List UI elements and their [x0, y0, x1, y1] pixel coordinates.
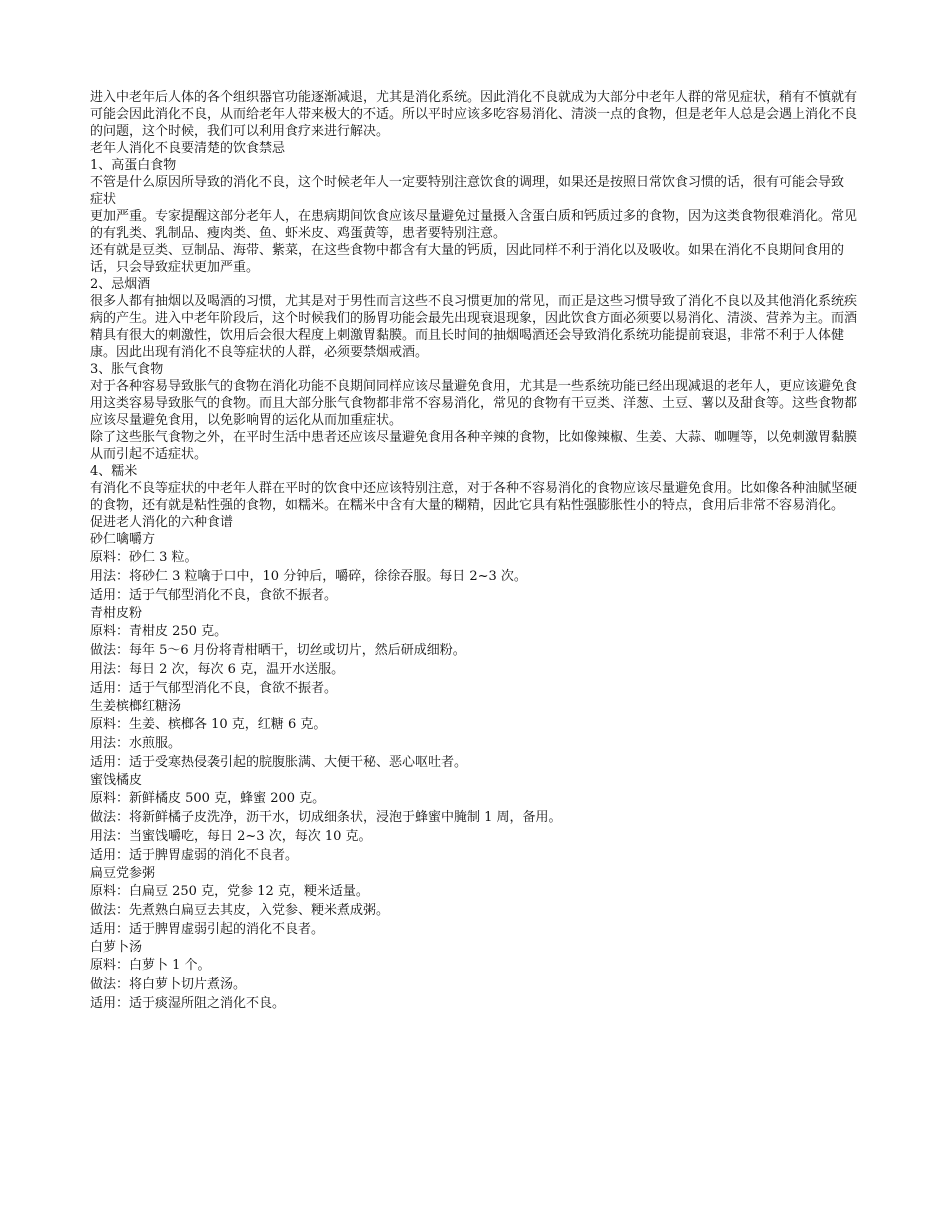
recipe-line: 做法：将新鲜橘子皮洗净，沥干水，切成细条状，浸泡于蜂蜜中腌制 1 周，备用。 [90, 810, 562, 825]
taboo-section [90, 276, 862, 361]
taboo-section [90, 463, 862, 514]
recipe-line: 用法：将砂仁 3 粒噙于口中，10 分钟后，嚼碎，徐徐吞服。每日 2~3 次。 [90, 569, 527, 584]
section-title: 4、糯米 [90, 464, 138, 479]
recipe-name: 蜜饯橘皮 [90, 773, 143, 788]
section-paragraph: 不管是什么原因所导致的消化不良，这个时候老年人一定要特别注意饮食的调理，如果还是按照日常饮食习惯的话，很有可能会导致 [90, 175, 845, 190]
section-paragraph: 很多人都有抽烟以及喝酒的习惯，尤其是对于男性而言这些不良习惯更加的常见，而正是这些习惯导致了消化不良以及其他消化系统疾病的产生。进入中老年阶段后，这个时候我们的肠胃功能会最先出现衰退现象，因此饮食方面必须要以易消化、清淡、营养为主。而酒精具有很大的刺激性，饮用后会很大程度上刺激胃黏膜。而且长时间的抽烟喝酒还会导致消化系统功能提前衰退，非常不利于人体健康。因此出现有消化不良等症状的人群，必须要禁烟戒酒。 [90, 294, 858, 360]
intro-paragraph: 进入中老年后人体的各个组织器官功能逐渐减退，尤其是消化系统。因此消化不良就成为大部分中老年人群的常见症状，稍有不慎就有可能会因此消化不良，从而给老年人带来极大的不适。所以平时应该多吃容易消化、清淡一点的食物，但是老年人总是会遇上消化不良的问题，这个时候，我们可以利用食疗来进行解决。 [90, 90, 858, 139]
recipe-line: 原料：白萝卜 1 个。 [90, 958, 211, 973]
section-paragraph: 有消化不良等症状的中老年人群在平时的饮食中还应该特别注意，对于各种不容易消化的食物应该尽量避免食用。比如像各种油腻坚硬的食物，还有就是粘性强的食物，如糯米。在糯米中含有大量的糊精，因此它具有粘性强膨胀性小的特点，食用后非常不容易消化。 [90, 481, 858, 513]
recipe-line: 适用：适于痰湿所阻之消化不良。 [90, 996, 286, 1011]
recipe-line: 适用：适于气郁型消化不良，食欲不振者。 [90, 588, 338, 603]
recipe-line: 原料：新鲜橘皮 500 克，蜂蜜 200 克。 [90, 791, 326, 806]
recipe-line: 适用：适于受寒热侵袭引起的脘腹胀满、大便干秘、恶心呕吐者。 [90, 755, 468, 770]
recipe [90, 865, 862, 939]
recipe-line: 用法：每日 2 次，每次 6 克，温开水送服。 [90, 662, 345, 677]
recipe-name: 白萝卜汤 [90, 940, 143, 955]
document-body [90, 89, 862, 1013]
recipe-line: 做法：每年 5～6 月份将青柑晒干，切丝或切片，然后研成细粉。 [90, 643, 466, 658]
recipe [90, 939, 862, 1013]
section-paragraph: 更加严重。专家提醒这部分老年人，在患病期间饮食应该尽量避免过量摄入含蛋白质和钙质过多的食物，因为这类食物很难消化。常见的有乳类、乳制品、瘦肉类、鱼、虾米皮、鸡蛋黄等，患者要特别注意。 [90, 209, 858, 241]
section-paragraph: 除了这些胀气食物之外，在平时生活中患者还应该尽量避免食用各种辛辣的食物，比如像辣椒、生姜、大蒜、咖喱等，以免刺激胃黏膜从而引起不适症状。 [90, 430, 858, 462]
taboo-section [90, 157, 862, 276]
section-paragraph: 对于各种容易导致胀气的食物在消化功能不良期间同样应该尽量避免食用，尤其是一些系统功能已经出现减退的老年人，更应该避免食用这类容易导致胀气的食物。而且大部分胀气食物都非常不容易消化，常见的食物有干豆类、洋葱、土豆、薯以及甜食等。这些食物都应该尽量避免食用，以免影响胃的运化从而加重症状。 [90, 379, 858, 428]
taboo-section [90, 361, 862, 463]
recipe-name: 砂仁噙嚼方 [90, 532, 156, 547]
recipe-line: 做法：先煮熟白扁豆去其皮，入党参、粳米煮成粥。 [90, 903, 390, 918]
recipe [90, 531, 862, 605]
recipe-line: 适用：适于气郁型消化不良，食欲不振者。 [90, 681, 338, 696]
recipe-line: 适用：适于脾胃虚弱引起的消化不良者。 [90, 922, 325, 937]
section-title: 3、胀气食物 [90, 362, 164, 377]
recipe-line: 做法：将白萝卜切片煮汤。 [90, 977, 247, 992]
section-title: 2、忌烟酒 [90, 277, 151, 292]
recipe [90, 605, 862, 698]
recipes-heading: 促进老人消化的六种食谱 [90, 515, 234, 530]
recipe [90, 698, 862, 772]
recipe-name: 青柑皮粉 [90, 606, 143, 621]
recipe-line: 原料：砂仁 3 粒。 [90, 550, 198, 565]
recipe-line: 适用：适于脾胃虚弱的消化不良者。 [90, 848, 299, 863]
recipe-line: 原料：白扁豆 250 克，党参 12 克，粳米适量。 [90, 884, 369, 899]
recipe-line: 原料：生姜、槟榔各 10 克，红糖 6 克。 [90, 717, 327, 732]
recipe-line: 用法：当蜜饯嚼吃，每日 2~3 次，每次 10 克。 [90, 829, 372, 844]
recipe-name: 生姜槟榔红糖汤 [90, 699, 182, 714]
recipe-name: 扁豆党参粥 [90, 866, 156, 881]
recipe-line: 原料：青柑皮 250 克。 [90, 624, 228, 639]
section-paragraph: 症状 [90, 192, 117, 207]
section-paragraph: 还有就是豆类、豆制品、海带、紫菜，在这些食物中都含有大量的钙质，因此同样不利于消化以及吸收。如果在消化不良期间食用的话，只会导致症状更加严重。 [90, 243, 845, 275]
recipe-line: 用法：水煎服。 [90, 736, 182, 751]
section-title: 1、高蛋白食物 [90, 158, 177, 173]
taboo-heading: 老年人消化不良要清楚的饮食禁忌 [90, 141, 286, 156]
recipe [90, 772, 862, 865]
